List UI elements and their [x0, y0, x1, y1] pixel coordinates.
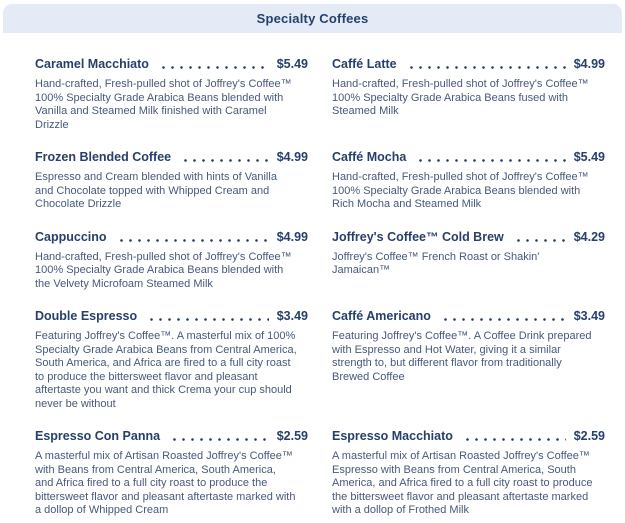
item-price: $3.49 [573, 309, 605, 323]
menu-item-header [35, 309, 308, 324]
item-price: $5.49 [573, 150, 605, 164]
item-price: $5.49 [276, 57, 308, 71]
menu-item-header [332, 230, 605, 245]
menu-item [35, 230, 308, 292]
menu-item [35, 150, 308, 212]
item-price: $4.29 [573, 229, 605, 244]
menu-item-header [332, 309, 605, 324]
menu-item [332, 57, 605, 119]
dotted-leader [147, 318, 269, 321]
item-name: Espresso Macchiato [332, 429, 453, 443]
dotted-leader [159, 66, 269, 69]
dotted-leader [416, 159, 565, 162]
item-name: Frozen Blended Coffee [35, 150, 172, 164]
dotted-leader [117, 239, 269, 242]
menu-item [35, 429, 308, 518]
menu-item [332, 150, 605, 212]
menu-item-header [332, 150, 605, 165]
dotted-leader [181, 159, 269, 162]
item-name: Joffrey's Coffee™ Cold Brew [332, 229, 504, 244]
item-description: A masterful mix of Artisan Roasted Joffrey's Coffee™ Espresso with Beans from Central America, South America, and Africa fired to a full city roast to produce the bittersweet flavor and pleasant aftertaste marked with a dollop of Frothed Milk [332, 450, 593, 516]
item-description: Hand-crafted, Fresh-pulled shot of Joffrey's Coffee™ 100% Specialty Grade Arabica Beans blended with the Velvety Microfoam Steamed Milk [35, 250, 292, 290]
item-price: $4.99 [276, 150, 308, 164]
dotted-leader [441, 318, 566, 321]
item-price: $4.99 [573, 57, 605, 71]
item-description: Espresso and Cream blended with hints of Vanilla and Chocolate topped with Whipped Cream and Chocolate Drizzle [35, 171, 277, 210]
menu-item [332, 429, 605, 518]
menu-item-header [332, 429, 605, 444]
item-name: Caffé Americano [332, 309, 431, 323]
item-price: $3.49 [276, 309, 308, 323]
item-name: Caffé Mocha [332, 150, 407, 164]
menu-grid [0, 33, 625, 518]
menu-item-header [35, 230, 308, 245]
item-price: $4.99 [276, 229, 308, 244]
item-name: Caramel Macchiato [35, 57, 149, 71]
item-price: $2.59 [573, 429, 605, 443]
menu-item-header [332, 57, 605, 72]
item-name: Espresso Con Panna [35, 429, 161, 443]
menu-item-header [35, 429, 308, 444]
item-description: Featuring Joffrey's Coffee™. A masterful mix of 100% Specialty Grade Arabica Beans from Central America, South America, and Africa are fired to a full city roast to produce the bittersweet flavor and pleasant aftertaste you want and thick Crema your cup should never be without [35, 330, 297, 410]
menu-item-header [35, 57, 308, 72]
section-header [3, 4, 622, 33]
menu-item [332, 230, 605, 278]
item-price: $2.59 [276, 429, 308, 443]
menu-item [35, 57, 308, 132]
dotted-leader [514, 239, 566, 242]
menu-item [35, 309, 308, 411]
item-name: Double Espresso [35, 309, 138, 323]
item-description: Featuring Joffrey's Coffee™. A Coffee Drink prepared with Espresso and Hot Water, giving it a similar strength to, but different flavor from traditionally Brewed Coffee [332, 330, 592, 383]
item-description: A masterful mix of Artisan Roasted Joffrey's Coffee™ with Beans from Central America, South America, and Africa fired to a full city roast to produce the bittersweet flavor and pleasant aftertaste marked with a dollop of Whipped Cream [35, 450, 296, 516]
menu-item [332, 309, 605, 384]
item-description: Joffrey's Coffee™ French Roast or Shakin' Jamaican™ [332, 250, 540, 276]
item-name: Caffé Latte [332, 57, 397, 71]
dotted-leader [407, 66, 566, 69]
item-description: Hand-crafted, Fresh-pulled shot of Joffrey's Coffee™ 100% Specialty Grade Arabica Beans blended with Vanilla and Steamed Milk finished with Caramel Drizzle [35, 78, 292, 131]
section-title: Specialty Coffees [256, 11, 369, 26]
dotted-leader [463, 438, 566, 441]
item-description: Hand-crafted, Fresh-pulled shot of Joffrey's Coffee™ 100% Specialty Grade Arabica Beans fused with Steamed Milk [332, 78, 589, 117]
menu-item-header [35, 150, 308, 165]
item-name: Cappuccino [35, 229, 107, 244]
item-description: Hand-crafted, Fresh-pulled shot of Joffrey's Coffee™ 100% Specialty Grade Arabica Beans blended with Rich Mocha and Steamed Milk [332, 171, 589, 210]
dotted-leader [170, 438, 269, 441]
